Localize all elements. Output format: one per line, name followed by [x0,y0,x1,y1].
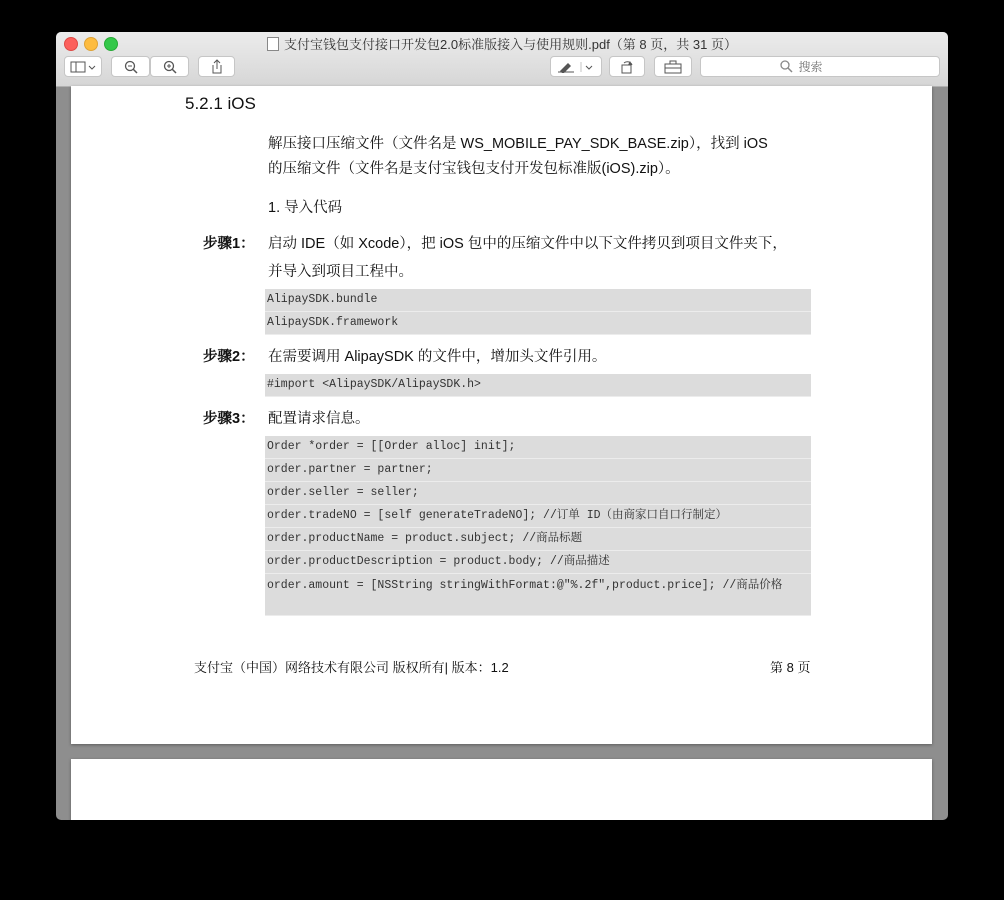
subheading: 1. 导入代码 [268,200,343,216]
code-block-import [265,374,811,397]
window-title [56,34,948,53]
code-line: order.partner = partner; [265,459,811,482]
toolbox-icon [664,60,682,74]
code-line: order.tradeNO = [self generateTradeNO]; //订单 ID（由商家口自口行制定） [265,505,811,528]
search-icon [780,60,793,73]
intro-line-1: 解压接口压缩文件（文件名是 WS_MOBILE_PAY_SDK_BASE.zip），找到 iOS [268,136,768,152]
search-field[interactable] [700,56,940,77]
zoom-in-button[interactable] [150,56,189,77]
step-3-label: 步骤3： [203,411,255,427]
pdf-page [71,86,932,744]
step-1-label: 步骤1： [203,236,255,252]
code-block-files [265,289,811,335]
sidebar-icon [70,61,96,73]
zoom-in-icon [163,60,177,74]
markup-button[interactable] [550,56,602,77]
rotate-button[interactable] [609,56,645,77]
code-line: order.productName = product.subject; //商品标题 [265,528,811,551]
pdf-document-icon [267,37,279,51]
code-line: order.productDescription = product.body; //商品描述 [265,551,811,574]
step-1-text-line-1: 启动 IDE（如 Xcode），把 iOS 包中的压缩文件中以下文件拷贝到项目文件夹下， [268,236,787,252]
window-title-text: 支付宝钱包支付接口开发包2.0标准版接入与使用规则.pdf（第 8 页，共 31 页） [284,37,737,52]
section-heading: 5.2.1 iOS [185,94,256,113]
toolbox-button[interactable] [654,56,692,77]
code-line: Order *order = [[Order alloc] init]; [265,436,811,459]
code-line: AlipaySDK.framework [265,312,811,335]
sidebar-button[interactable] [64,56,102,77]
share-icon [210,59,224,74]
share-button[interactable] [198,56,235,77]
zoom-out-button[interactable] [111,56,150,77]
next-pdf-page [71,759,932,820]
step-1-text-line-2: 并导入到项目工程中。 [268,264,413,280]
rotate-icon [619,60,635,74]
code-line: order.seller = seller; [265,482,811,505]
step-3-text: 配置请求信息。 [268,411,370,427]
step-2-label: 步骤2： [203,349,255,365]
code-line: order.amount = [NSString stringWithFormat:@"%.2f",product.price]; //商品价格 [265,574,811,616]
code-line: AlipaySDK.bundle [265,289,811,312]
footer-copyright: 支付宝（中国）网络技术有限公司 版权所有| 版本：1.2 [194,660,509,675]
code-block-config [265,436,811,616]
preview-window [56,32,948,820]
step-2-text: 在需要调用 AlipaySDK 的文件中，增加头文件引用。 [268,349,607,365]
intro-line-2: 的压缩文件（文件名是支付宝钱包支付开发包标准版(iOS).zip）。 [268,161,680,177]
search-input[interactable] [797,59,861,75]
zoom-out-icon [124,60,138,74]
code-line: #import <AlipaySDK/AlipaySDK.h> [265,374,811,397]
footer-page-number: 第 8 页 [770,660,811,675]
markup-pen-icon [556,61,596,73]
titlebar [56,32,948,87]
